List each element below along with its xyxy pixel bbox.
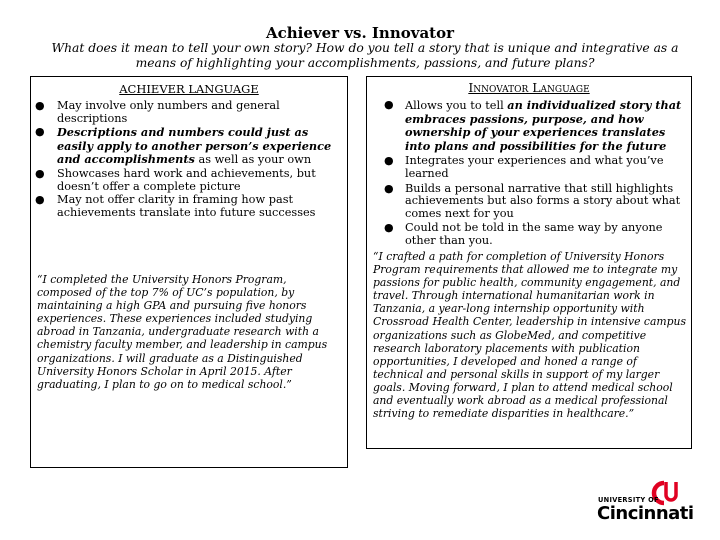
bullet-emphasis: an individualized story that embraces passions, purpose, and how ownership of your experiences translates into plans and possibilities for the future xyxy=(405,98,682,153)
university-logo xyxy=(586,478,706,528)
achiever-quote: “I completed the University Honors Program, composed of the top 7% of UC’s population, by maintaining a high GPA and pursuing five honors experiences. These experiences included studying abroad in Tanzania, undergraduate research with a chemistry faculty member, and leadership in campus organizations. I will graduate as a Distinguished University Honors Scholar in April 2015. After graduating, I plan to go on to medical school.” xyxy=(37,273,328,391)
list-item xyxy=(367,99,691,153)
bullet-icon: ● xyxy=(35,166,45,180)
bullet-icon: ● xyxy=(35,125,45,139)
page-subtitle: What does it mean to tell your own story? How do you tell a story that is unique and integrative as a means of highlighting your accomplishments, passions, and future plans? xyxy=(51,41,679,70)
list-item xyxy=(367,183,691,221)
page-title: Achiever vs. Innovator xyxy=(265,24,454,42)
innovator-quote: “I crafted a path for completion of University Honors Program requirements that allowed me to integrate my passions for public health, community engagement, and travel. Through international humanitarian work in Tanzania, a year-long internship opportunity with Crossroad Health Center, leadership in intensive campus organizations such as GlobeMed, and competitive research laboratory placements with publication opportunities, I developed and honed a range of technical and personal skills in support of my larger goals. Moving forward, I plan to attend medical school and eventually work abroad as a medical professional striving to remediate disparities in healthcare.” xyxy=(373,250,687,421)
achiever-panel xyxy=(30,76,348,468)
innovator-panel xyxy=(366,76,692,449)
bullet-icon: ● xyxy=(384,154,394,168)
list-item xyxy=(367,222,691,247)
bullet-icon: ● xyxy=(384,181,394,195)
bullet-text: Could not be told in the same way by anyone other than you. xyxy=(405,221,663,247)
innovator-heading: Innovator Language xyxy=(468,80,590,95)
bullet-text: May not offer clarity in framing how past achievements translate into future successes xyxy=(57,193,316,219)
bullet-text: May involve only numbers and general descriptions xyxy=(57,99,280,125)
bullet-icon: ● xyxy=(35,99,45,112)
bullet-icon: ● xyxy=(384,98,394,111)
bullet-text: Integrates your experiences and what you’ve learned xyxy=(405,154,664,180)
list-item xyxy=(31,168,347,193)
list-item xyxy=(367,155,691,180)
list-item xyxy=(31,126,347,167)
list-item xyxy=(31,100,347,125)
achiever-bullet-list xyxy=(31,100,347,219)
logo-cincinnati: Cincinnati xyxy=(597,503,694,524)
bullet-icon: ● xyxy=(384,221,394,235)
innovator-bullet-list xyxy=(367,99,691,248)
list-item xyxy=(31,194,347,219)
bullet-text: as well as your own xyxy=(194,153,312,167)
bullet-text: Showcases hard work and achievements, but doesn’t offer a complete picture xyxy=(57,166,316,193)
bullet-lead: Allows you to tell xyxy=(405,99,508,112)
achiever-heading: ACHIEVER LANGUAGE xyxy=(119,82,259,96)
logo-university-of: UNIVERSITY OF xyxy=(598,496,659,504)
bullet-emphasis: Descriptions and numbers could just as easily apply to another person’s experience and accomplishments xyxy=(57,125,332,167)
bullet-icon: ● xyxy=(35,193,45,207)
bullet-text: Builds a personal narrative that still highlights achievements but also forms a story about what comes next for you xyxy=(405,181,681,220)
